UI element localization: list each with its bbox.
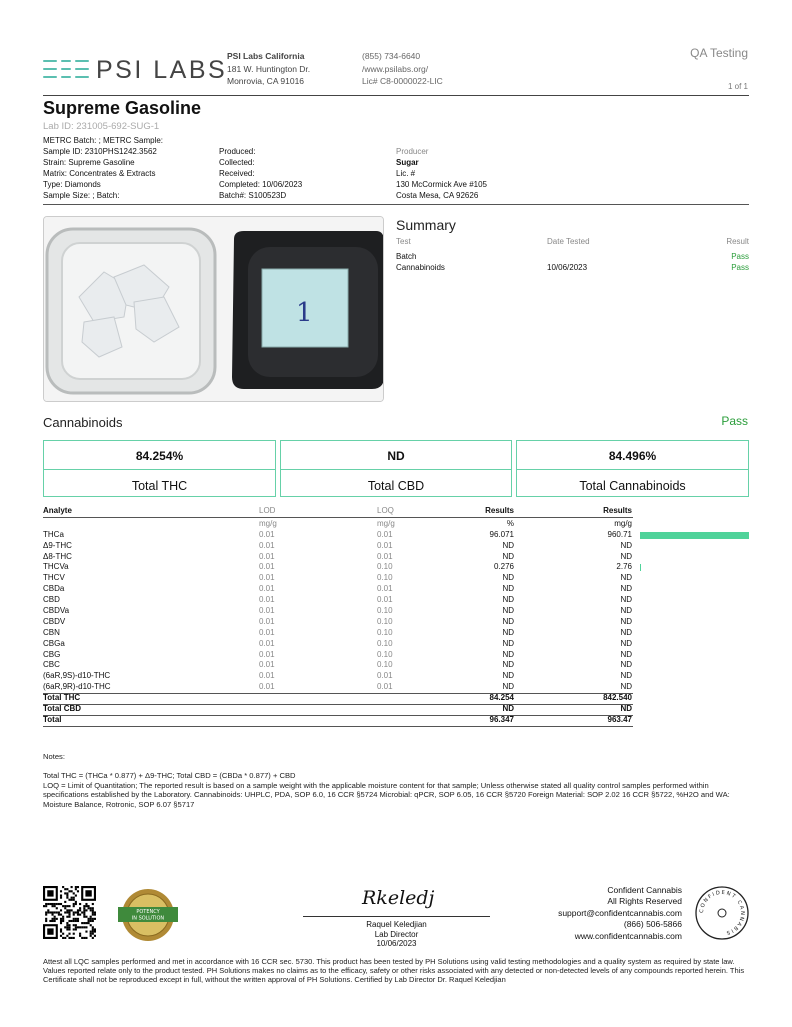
notes: Notes: Total THC = (THCa * 0.877) + Δ9-THC; Total CBD = (CBDa * 0.877) + CBD LOQ = Limit of Quantitation; The reported result is based on a sample weight with the applicable moisture content for that sample; Unless otherwise stated all quality control samples performed within specifications established by the Laboratory. Cannabinoids: UHPLC, PDA, SOP 6.0, 16 CCR §5724 Microbial: qPCR, SOP 6.05, 16 CCR §5720 Foreign Material: SOP 2.02 16 CCR §5722, %H2O and WA: Moisture Balance, Rotronic, SOP 6.07 §5717: [43, 752, 730, 809]
sample-photo: [43, 216, 384, 402]
signer-info: Raquel Keledjian Lab Director 10/06/2023: [366, 920, 427, 948]
table-row: CBG 0.01 0.10 ND ND: [43, 649, 632, 659]
fine-print: Attest all LQC samples performed and met in accordance with 16 CCR sec. 5730. This product has been tested by PH Solutions using valid testing methodologies and a quality system as required by state law. Values reported relate only to the product tested. PH Solutions makes no claims as to the efficacy, safety or other risks associated with any detected or non-detected levels of any compounds reported herein. This Certificate shall not be reproduced except in full, without the written approval of PH Solutions. Certified by Lab Director Dr. Raquel Keledjian: [43, 957, 745, 985]
signature: [330, 880, 460, 914]
logo-icon: [43, 60, 89, 78]
table-row: Δ9-THC 0.01 0.01 ND ND: [43, 540, 632, 550]
lab-address: PSI Labs California 181 W. Huntington Dr. Monrovia, CA 91016: [227, 51, 311, 86]
table-row: THCV 0.01 0.10 ND ND: [43, 573, 632, 583]
cannabinoids-table: [43, 506, 749, 726]
potency-seal-icon: [116, 888, 180, 942]
table-units: mg/g mg/g % mg/g: [259, 518, 632, 528]
table-row: (6aR,9S)-d10-THC 0.01 0.01 ND ND: [43, 671, 632, 681]
lab-id: Lab ID: 231005-692-SUG-1: [43, 121, 160, 132]
sample-info: METRC Batch: ; METRC Sample: Sample ID: 2310PHS1242.3562 Strain: Supreme Gasoline Matrix: Concentrates & Extracts Type: Diamonds Sample Size: ; Batch:: [43, 136, 164, 201]
svg-text:POTENCY: POTENCY: [136, 909, 160, 915]
page-number: 1 of 1: [727, 82, 748, 91]
lab-contact: (855) 734-6640 /www.psilabs.org/ Lic# C8-0000022-LIC: [362, 51, 443, 86]
support-email-link[interactable]: support@confidentcannabis.com: [558, 907, 682, 918]
cc-website-link[interactable]: www.confidentcannabis.com: [574, 930, 682, 941]
confident-cannabis-info: Confident Cannabis All Rights Reserved support@confidentcannabis.com (866) 506-5866 www.confidentcannabis.com: [558, 885, 682, 941]
jar-label-mark: 1: [296, 298, 313, 328]
lab-website-link[interactable]: /www.psilabs.org/: [362, 63, 429, 74]
result-bar: [640, 564, 641, 571]
table-total-row: Total 96.347 963.47: [43, 714, 632, 724]
table-row: CBDa 0.01 0.01 ND ND: [43, 584, 632, 594]
summary-header: Test Date Tested Result: [396, 237, 749, 246]
table-row: CBD 0.01 0.01 ND ND: [43, 595, 632, 605]
result-bar: [640, 532, 749, 539]
table-row: THCVa 0.01 0.10 0.276 2.76: [43, 562, 749, 573]
svg-text:CONFIDENT CANNABIS: CONFIDENT CANNABIS: [698, 889, 746, 936]
table-total-row: Total THC 84.254 842.540: [43, 693, 632, 703]
producer-info: Producer Sugar Lic. # 130 McCormick Ave #105 Costa Mesa, CA 92626: [396, 147, 488, 201]
confident-cannabis-seal-icon: [694, 885, 750, 941]
summary-row: Batch Pass: [396, 252, 749, 261]
qa-label: QA Testing: [690, 46, 748, 60]
logo-text: PSI LABS: [96, 56, 228, 84]
table-row: CBC 0.01 0.10 ND ND: [43, 660, 632, 670]
total-cbd-box: ND Total CBD: [280, 440, 512, 497]
header-divider: [43, 95, 749, 96]
table-row: (6aR,9R)-d10-THC 0.01 0.01 ND ND: [43, 682, 632, 692]
cannabinoids-title: Cannabinoids: [43, 415, 123, 430]
qr-code-icon[interactable]: [43, 886, 96, 939]
table-row: CBDVa 0.01 0.10 ND ND: [43, 606, 632, 616]
summary-row: Cannabinoids 10/06/2023 Pass: [396, 263, 749, 272]
signature-line: [303, 916, 490, 917]
product-title: Supreme Gasoline: [43, 98, 202, 118]
svg-text:IN SOLUTION: IN SOLUTION: [131, 915, 165, 922]
total-cannabinoids-box: 84.496% Total Cannabinoids: [516, 440, 749, 497]
table-total-row: Total CBD ND ND: [43, 704, 632, 714]
svg-text:Rkeledj: Rkeledj: [362, 887, 435, 909]
table-header: Analyte LOD LOQ Results Results: [43, 506, 632, 515]
total-thc-box: 84.254% Total THC: [43, 440, 276, 497]
table-row: THCa 0.01 0.01 96.071 960.71: [43, 530, 749, 541]
sample-dates: Produced: Collected: Received: Completed: 10/06/2023 Batch#: S100523D: [219, 147, 303, 201]
table-row: CBGa 0.01 0.10 ND ND: [43, 638, 632, 648]
table-row: Δ8-THC 0.01 0.01 ND ND: [43, 551, 632, 561]
info-divider: [43, 204, 749, 205]
table-row: CBN 0.01 0.10 ND ND: [43, 627, 632, 637]
summary-title: Summary: [396, 217, 456, 233]
cannabinoids-status: Pass: [721, 414, 748, 428]
table-row: CBDV 0.01 0.10 ND ND: [43, 616, 632, 626]
